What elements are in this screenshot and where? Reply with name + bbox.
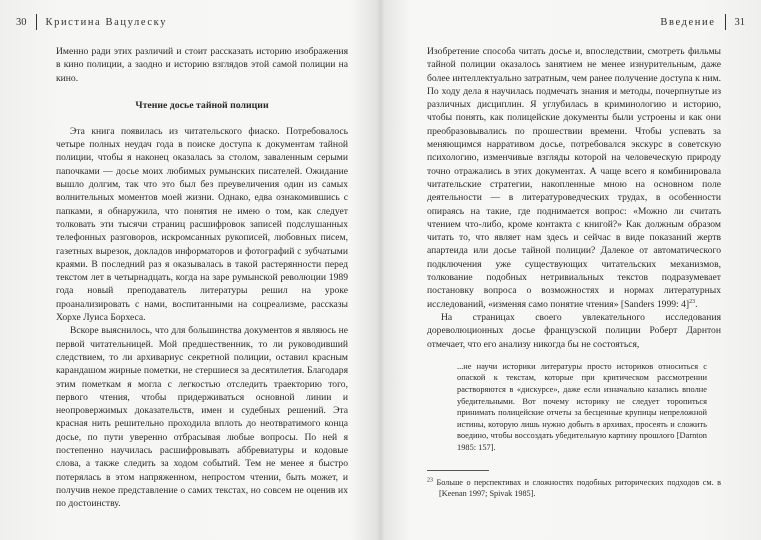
right-paragraph-1-end: . <box>695 298 698 310</box>
footnote-marker: 23 <box>689 298 696 305</box>
header-divider <box>725 14 726 30</box>
block-quote: ...не научи историки литературы просто историков относиться с опаской к текстам, которые при критическом рассмотрении растворяются в «дискурсе», даже если изначально казались вполне убедительными. Вот почему историку не следует торопиться принимать полицейские отчеты за бесценные крупицы непреложной истины, которую лишь нужно добыть в архивах, просеять и сложить воедино, чтобы воссоздать убедительную картину прошлого [Darnton 1985: 157]. <box>457 361 707 452</box>
right-paragraph-2: На страницах своего увлекательного исследования дореволюционных досье французской полиции Роберт Дарнтон отмечает, что его анализу никогда бы не состояться, <box>427 311 721 350</box>
left-paragraph-1: Эта книга появилась из читательского фиаско. Потребовалось четыре полных неудач года в поиске доступа к документам тайной полиции, чтобы я наконец оказалась за столом, заваленным серыми папочками — досье моих любимых румынских писателей. Ожидание вышло долгим, так что это был без преувеличения один из самых волнительных моментов моей жизни. Однако, едва ознакомившись с папками, я обнаружила, что понятия не имею о том, как следует толковать эти тысячи страниц расшифровок записей подслушанных телефонных разговоров, искромсанных рукописей, любовных писем, газетных вырезок, докладов информаторов и фотографий с зубчатыми краями. В последний раз я оказывалась в такой растерянности перед текстом лет в четырнадцать, когда на заре румынской революции 1989 года новый преподаватель литературы решил на уроке проанализировать с нами, воспитанными на соцреализме, рассказы Хорхе Луиса Борхеса. <box>56 125 348 324</box>
right-paragraph-1-text: Изобретение способа читать досье и, впоследствии, смотреть фильмы тайной полиции оказалось занятием не менее изнурительным, даже более интеллектуально затратным, чем ранее получение доступа к ним. По ходу дела я научилась подмечать знания и методы, почерпнутые из различных дисциплин. Я углубилась в криминологию и историю, чтобы понять, как полицейские документы были устроены и как они преобразовывались по прошествии времени. Чтобы успевать за меняющимся нарративом досье, потребовался экскурс в советскую психологию, изменчивые взгляды которой на человеческую природу точно отражались в этих документах. А чаще всего я комбинировала читательские стратегии, накопленные мною на основном поле деятельности — в литературоведческих трудах, в особенности опираясь на такие, где поднимается вопрос: «Можно ли считать чтением что-либо, кроме контакта с книгой?» Как должным образом читать то, что являет нам здесь и сейчас в виде показаний жертв апартеида или досье тайной полиции? Далекое от автоматического подключения уже существующих читательских механизмов, толкование подобных нетривиальных текстов подразумевает постановку вопроса о возможностях и нормах литературных исследований, «изменяя само понятие чтения» [Sanders 1999: 4] <box>427 46 721 310</box>
intro-paragraph: Именно ради этих различий и стоит рассказать историю изображения в кино полиции, а заодно и историю взглядов этой самой полиции на кино. <box>56 46 348 84</box>
left-running-header <box>16 14 167 30</box>
footnote-divider <box>427 470 489 471</box>
right-running-head: Введение <box>660 16 716 28</box>
footnote <box>427 477 721 500</box>
right-page-number: 31 <box>734 16 745 28</box>
header-divider <box>36 14 37 30</box>
footnote-text: Больше о перспективах и сложностях подобных риторических подходов см. в [Keenan 1997; Spivak 1985]. <box>436 477 721 498</box>
left-page-number: 30 <box>16 16 27 28</box>
left-running-head: Кристина Вацулеску <box>45 16 168 28</box>
left-paragraph-2: Вскоре выяснилось, что для большинства документов я являюсь не первой читательницей. Мой предшественник, то ли руководивший следствием, то ли архивариус секретной полиции, оставил красным карандашом жирные пометки, не стершиеся за десятилетия. Благодаря этим пометкам я могла с легкостью отследить траекторию того, первого чтения, чтобы придерживаться основной линии и неопровержимых доказательств, имен и судебных решений. Эта красная нить решительно проходила вплоть до неотвратимого конца досье, по пути уверенно отбрасывая любые вопросы. По ней я постепенно научилась расшифровывать аббревиатуры и кодовые слова, а также следить за ходом событий. Тем не менее я быстро потерялась в этом напряженном, непростом чтении, быть может, и получив некое представление о самих текстах, но совсем не оценив их по достоинству. <box>56 325 348 510</box>
right-page <box>381 0 761 540</box>
right-page-body <box>427 45 721 499</box>
left-page-body <box>56 45 348 511</box>
right-running-header <box>660 14 745 30</box>
right-paragraph-1 <box>427 45 721 311</box>
left-page <box>0 0 380 540</box>
section-heading: Чтение досье тайной полиции <box>135 99 269 111</box>
footnote-number: 23 <box>427 476 433 483</box>
